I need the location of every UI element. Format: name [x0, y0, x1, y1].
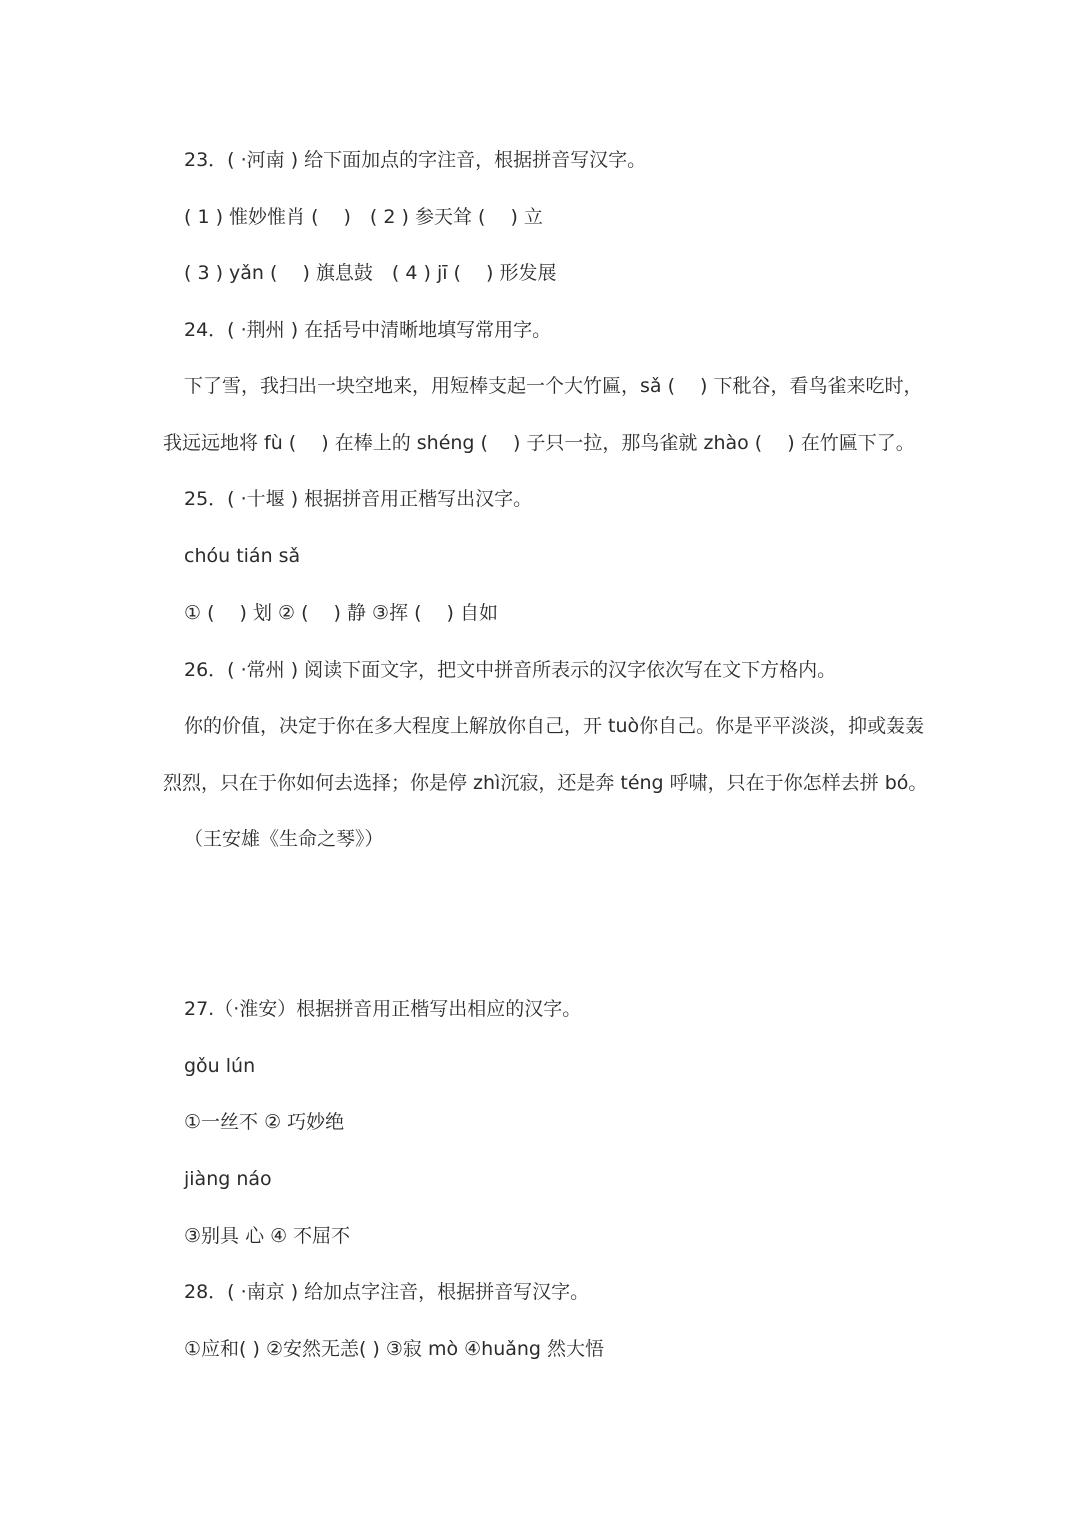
q28-items: ①应和( ) ②安然无恙( ) ③寂 mò ④huǎng 然大悟	[184, 1338, 605, 1360]
q27-pinyin2: jiàng náo	[184, 1168, 272, 1190]
q27-items1: ①一丝不 ② 巧妙绝	[184, 1111, 345, 1133]
q26-para1: 你的价值，决定于你在多大程度上解放你自己，开 tuò你自己。你是平平淡淡，抑或轰轰	[184, 715, 925, 737]
q23-line2: ( 3 ) yǎn ( ) 旗息鼓 ( 4 ) jī ( ) 形发展	[184, 262, 557, 284]
q25-items: ① ( ) 划 ② ( ) 静 ③挥 ( ) 自如	[184, 602, 499, 624]
q24-heading: 24．( ·荆州 ) 在括号中清晰地填写常用字。	[184, 319, 552, 341]
q27-items2: ③别具 心 ④ 不屈不	[184, 1225, 351, 1247]
q27-pinyin1: gǒu lún	[184, 1055, 256, 1077]
q27-heading: 27.（·淮安）根据拼音用正楷写出相应的汉字。	[184, 998, 582, 1020]
q24-para1: 下了雪，我扫出一块空地来，用短棒支起一个大竹匾，sǎ ( ) 下秕谷，看鸟雀来吃时，	[184, 375, 923, 397]
q24-para2: 我远远地将 fù ( ) 在棒上的 shéng ( ) 子只一拉，那鸟雀就 zhào ( ) 在竹匾下了。	[163, 432, 915, 454]
q28-heading: 28．( ·南京 ) 给加点字注音，根据拼音写汉字。	[184, 1281, 590, 1303]
q25-heading: 25．( ·十堰 ) 根据拼音用正楷写出汉字。	[184, 488, 533, 510]
q26-source: （王安雄《生命之琴》）	[184, 828, 384, 850]
q26-heading: 26．( ·常州 ) 阅读下面文字，把文中拼音所表示的汉字依次写在文下方格内。	[184, 659, 837, 681]
q26-para2: 烈烈，只在于你如何去选择；你是停 zhì沉寂，还是奔 téng 呼啸，只在于你怎样去拼 bó。	[163, 772, 928, 794]
q23-line1: ( 1 ) 惟妙惟肖 ( ) ( 2 ) 参天耸 ( ) 立	[184, 206, 543, 228]
q25-pinyin: chóu tián sǎ	[184, 545, 301, 567]
q23-heading: 23．( ·河南 ) 给下面加点的字注音，根据拼音写汉字。	[184, 149, 647, 171]
